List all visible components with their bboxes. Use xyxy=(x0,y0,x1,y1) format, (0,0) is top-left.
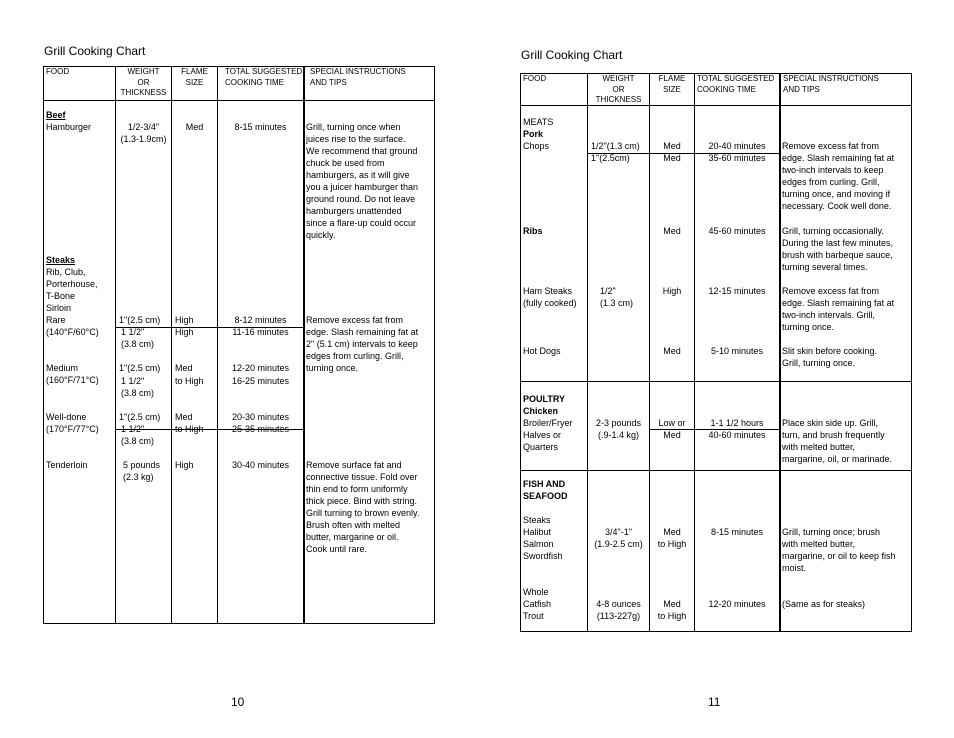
grill-chart-table xyxy=(43,66,435,624)
food-hot-dogs: Hot Dogs xyxy=(523,346,561,356)
food-medium: Medium (160°F/71°C) xyxy=(46,363,99,385)
page-number: 10 xyxy=(231,695,245,709)
time-broiler-fryer-2: 40-60 minutes xyxy=(708,430,766,440)
food-welldone: Well-done (170°F/77°C) xyxy=(46,412,99,434)
time-welldone-1: 20-30 minutes xyxy=(231,412,290,422)
instructions-hamburger: Grill, turning once when juices rise to the surface. We recommend that ground chuck be used from hamburgers, as it will give you a juicer hamburger than ground round. Do not leave hamburgers unattended since a flare-up could occur quickly. xyxy=(306,122,419,240)
time-ham-steaks: 12-15 minutes xyxy=(708,286,766,296)
instructions-steaks: Remove excess fat from edge. Slash remaining fat at 2" (5.1 cm) intervals to keep edges from curling. Grill, turning once. xyxy=(306,315,419,373)
flame-welldone-2: to High xyxy=(175,424,204,434)
food-tenderloin: Tenderloin xyxy=(46,460,88,470)
weight-ham-steaks: 1/2" (1.3 cm) xyxy=(600,286,634,308)
section-steaks: Steaks xyxy=(46,255,76,265)
food-broiler-fryer: Broiler/Fryer Halves or Quarters xyxy=(523,418,573,452)
time-medium-2: 16-25 minutes xyxy=(231,376,290,386)
flame-hot-dogs: Med xyxy=(663,346,681,356)
subsection-pork: Pork xyxy=(523,129,544,139)
flame-rare-2: High xyxy=(175,327,194,337)
weight-broiler-fryer: 2-3 pounds (.9-1.4 kg) xyxy=(595,418,642,440)
instructions-tenderloin: Remove surface fat and connective tissue. Fold over thin end to form uniformly thick piece. Bind with string. Grill turning to brown evenly. Brush often with melted butter, margarine or oil. Cook until rare. xyxy=(306,460,420,554)
time-chops-2: 35-60 minutes xyxy=(708,153,766,163)
subsection-chicken: Chicken xyxy=(523,406,559,416)
time-rare-2: 11-16 minutes xyxy=(232,327,289,337)
section-poultry: POULTRY xyxy=(523,394,565,404)
header-time: TOTAL SUGGESTED COOKING TIME xyxy=(225,67,303,87)
weight-rare-1: 1"(2.5 cm) xyxy=(119,315,161,325)
header-time: TOTAL SUGGESTED COOKING TIME xyxy=(697,74,775,94)
food-hamburger: Hamburger xyxy=(46,122,92,132)
instructions-hot-dogs: Slit skin before cooking. Grill, turning once. xyxy=(782,346,878,368)
flame-welldone-1: Med xyxy=(175,412,193,422)
page-number: 11 xyxy=(708,695,721,709)
section-meats: MEATS xyxy=(523,117,554,127)
header-food: FOOD xyxy=(46,67,70,76)
flame-medium-2: to High xyxy=(175,376,204,386)
weight-fish-steaks: 3/4"-1" (1.9-2.5 cm) xyxy=(594,527,643,549)
flame-tenderloin: High xyxy=(175,460,194,470)
flame-broiler-fryer-1: Low or xyxy=(658,418,686,428)
time-hot-dogs: 5-10 minutes xyxy=(710,346,764,356)
section-beef: Beef xyxy=(46,110,66,120)
food-ribs: Ribs xyxy=(523,226,543,236)
weight-rare-2: 1 1/2" (3.8 cm) xyxy=(121,327,155,349)
food-rare: Rare (140°F/60°C) xyxy=(46,315,99,337)
chart-title: Grill Cooking Chart xyxy=(521,48,623,62)
flame-fish-steaks: Med to High xyxy=(657,527,687,549)
weight-welldone-1: 1"(2.5 cm) xyxy=(119,412,161,422)
weight-medium-1: 1"(2.5 cm) xyxy=(119,363,161,373)
column-divider xyxy=(779,74,781,631)
column-divider xyxy=(115,67,116,623)
weight-tenderloin: 5 pounds (2.3 kg) xyxy=(123,460,161,482)
time-rare-1: 8-12 minutes xyxy=(234,315,287,325)
time-ribs: 45-60 minutes xyxy=(708,226,766,236)
time-tenderloin: 30-40 minutes xyxy=(231,460,290,470)
header-flame: FLAME SIZE xyxy=(658,74,686,94)
header-divider xyxy=(521,105,911,106)
header-weight: WEIGHT OR THICKNESS xyxy=(595,74,642,104)
section-fish-seafood: FISH AND SEAFOOD xyxy=(523,479,568,501)
instructions-whole-fish: (Same as for steaks) xyxy=(782,599,866,609)
weight-whole-fish: 4-8 ounces (113-227g) xyxy=(596,599,641,621)
weight-chops-1: 1/2"(1.3 cm) xyxy=(591,141,640,151)
time-whole-fish: 12-20 minutes xyxy=(708,599,766,609)
flame-ribs: Med xyxy=(663,226,681,236)
header-instructions: SPECIAL INSTRUCTIONS AND TIPS xyxy=(310,67,406,87)
weight-hamburger: 1/2-3/4" (1.3-1.9cm) xyxy=(120,122,167,144)
header-instructions: SPECIAL INSTRUCTIONS AND TIPS xyxy=(783,74,879,94)
grill-chart-table xyxy=(520,73,912,632)
food-ham-steaks: Ham Steaks (fully cooked) xyxy=(523,286,577,308)
header-flame: FLAME SIZE xyxy=(181,67,208,87)
flame-chops-2: Med xyxy=(663,153,681,163)
header-divider xyxy=(44,100,434,101)
instructions-fish-steaks: Grill, turning once; brush with melted butter, margarine, or oil to keep fish moist. xyxy=(782,527,896,573)
flame-rare-1: High xyxy=(175,315,194,325)
weight-welldone-2: 1 1/2" (3.8 cm) xyxy=(121,424,155,446)
column-divider xyxy=(303,67,305,623)
instructions-ribs: Grill, turning occasionally. During the last few minutes, brush with barbeque sauce, turning several times. xyxy=(782,226,894,272)
column-divider xyxy=(217,67,218,623)
time-fish-steaks: 8-15 minutes xyxy=(710,527,764,537)
time-broiler-fryer-1: 1-1 1/2 hours xyxy=(710,418,764,428)
weight-medium-2: 1 1/2" (3.8 cm) xyxy=(121,376,155,398)
section-divider xyxy=(521,381,911,382)
food-whole-fish: Whole Catfish Trout xyxy=(523,587,552,621)
chart-title: Grill Cooking Chart xyxy=(44,44,146,58)
time-hamburger: 8-15 minutes xyxy=(234,122,287,132)
time-medium-1: 12-20 minutes xyxy=(231,363,290,373)
instructions-chops: Remove excess fat from edge. Slash remaining fat at two-inch intervals to keep edges from curling. Grill, turning once, and moving if necessary. Cook well done. xyxy=(782,141,895,211)
instructions-broiler-fryer: Place skin side up. Grill, turn, and brush frequently with melted butter, margarine, oil, or marinade. xyxy=(782,418,893,464)
time-chops-1: 20-40 minutes xyxy=(708,141,766,151)
flame-chops-1: Med xyxy=(663,141,681,151)
section-divider xyxy=(521,470,911,471)
flame-broiler-fryer-2: Med xyxy=(663,430,681,440)
page-11 xyxy=(477,0,954,738)
flame-medium-1: Med xyxy=(175,363,193,373)
food-chops: Chops xyxy=(523,141,550,151)
food-fish-steaks: Steaks Halibut Salmon Swordfish xyxy=(523,515,563,561)
header-weight: WEIGHT OR THICKNESS xyxy=(120,67,167,97)
steak-cuts: Rib, Club, Porterhouse, T-Bone Sirloin xyxy=(46,267,98,313)
time-welldone-2: 25-35 minutes xyxy=(231,424,290,434)
header-food: FOOD xyxy=(523,74,547,83)
flame-whole-fish: Med to High xyxy=(657,599,687,621)
weight-chops-2: 1"(2.5cm) xyxy=(591,153,630,163)
instructions-ham-steaks: Remove excess fat from edge. Slash remaining fat at two-inch intervals. Grill, turning once. xyxy=(782,286,895,332)
column-divider xyxy=(171,67,172,623)
flame-ham-steaks: High xyxy=(662,286,682,296)
flame-hamburger: Med xyxy=(185,122,204,132)
